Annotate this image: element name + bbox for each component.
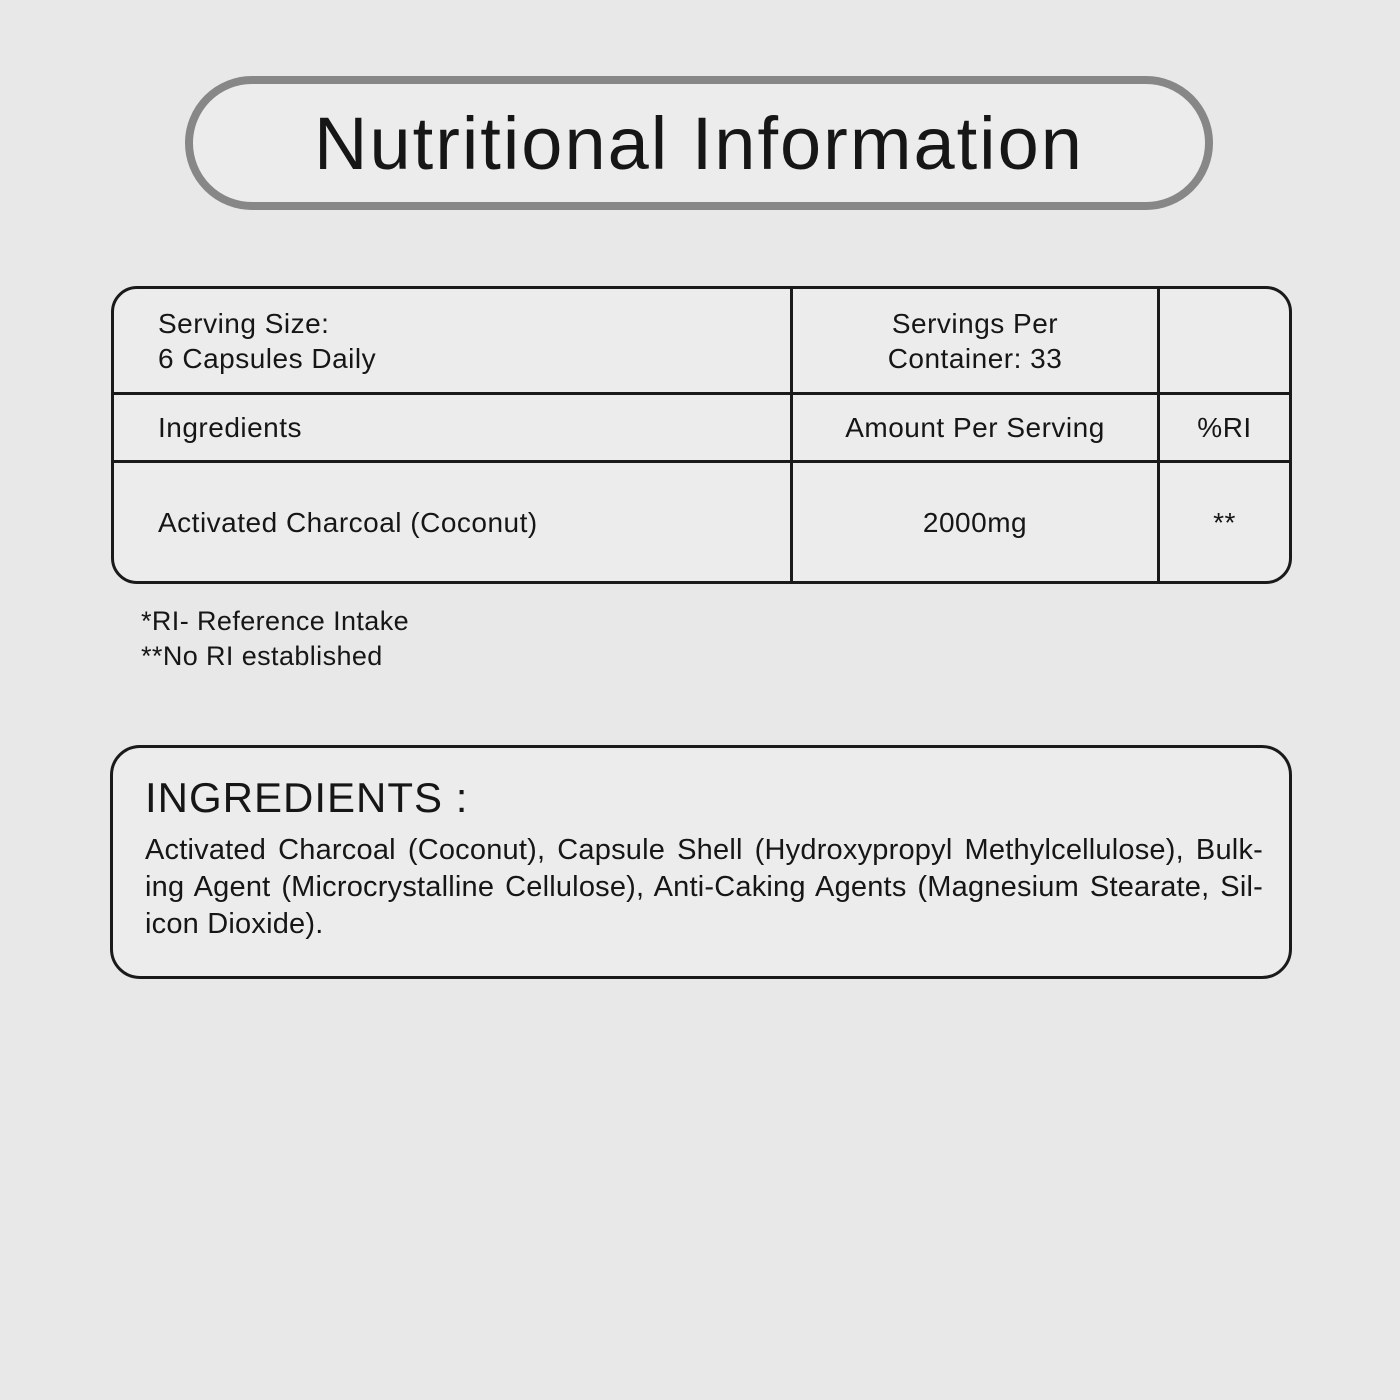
footnote-no-ri-established: **No RI established [141,641,383,671]
serving-size-value: 6 Capsules Daily [158,342,377,374]
amount-header-cell [793,395,1160,463]
ingredients-panel [110,745,1292,979]
page-title: Nutritional Information [314,101,1084,185]
servings-per-line2: Container: 33 [887,342,1063,374]
footnotes [141,604,409,674]
table-row-amount-cell [793,463,1160,581]
serving-size-cell [114,289,793,395]
serving-size-label: Serving Size: [158,307,330,339]
ingredient-ri: ** [1213,506,1236,538]
ingredients-text-line-3: icon Dioxide). [145,908,324,940]
ingredient-amount: 2000mg [922,506,1028,538]
amount-header: Amount Per Serving [845,412,1105,443]
title-pill [185,76,1213,210]
ingredients-heading: INGREDIENTS : [145,774,469,821]
footnote-reference-intake: *RI- Reference Intake [141,606,410,636]
servings-per-line1: Servings Per [891,307,1059,339]
ri-header-cell [1160,395,1289,463]
empty-header-cell [1160,289,1289,395]
ingredients-text-line-2: ing Agent (Microcrystalline Cellulose), Anti-Caking Agents (Magnesium Stearate, Sil- [145,871,1263,903]
ingredients-text-line-1: Activated Charcoal (Coconut), Capsule Shell (Hydroxypropyl Methylcellulose), Bulk- [145,834,1263,866]
ri-header: %RI [1197,412,1252,443]
nutrition-table [111,286,1292,584]
ingredients-header-cell [114,395,793,463]
servings-per-container-cell [793,289,1160,395]
table-row-ri-cell [1160,463,1289,581]
ingredient-name: Activated Charcoal (Coconut) [158,506,538,538]
table-row-ingredient-cell [114,463,793,581]
ingredients-header: Ingredients [158,412,303,443]
